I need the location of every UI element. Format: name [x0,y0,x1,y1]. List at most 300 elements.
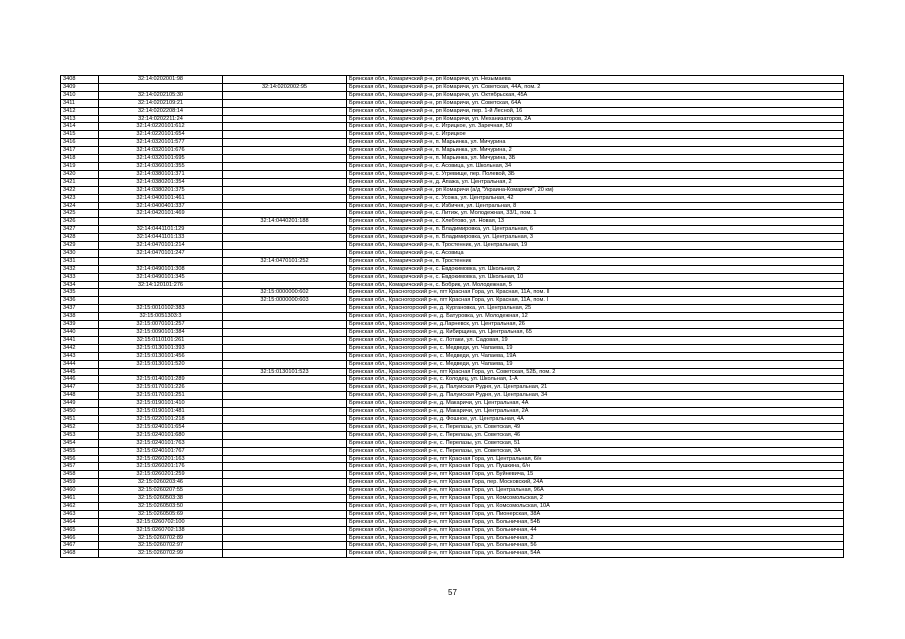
table-row [61,518,844,526]
cadastral-number-cell: 32:15:0190101:481 [99,408,223,416]
address-cell: Брянская обл., Красногорский р-н, пгт Красная Гора, ул. Буйневича, 15 [347,471,844,479]
cadastral-number-secondary-cell [223,329,347,337]
address-cell: Брянская обл., Комаричский р-н, с. Бобрик, ул. Молодежная, 5 [347,281,844,289]
address-cell: Брянская обл., Комаричский р-н, с. Угревище, пер. Полевой, 3Б [347,170,844,178]
cadastral-number-secondary-cell [223,344,347,352]
table-row [61,431,844,439]
row-number-cell: 3425 [61,210,99,218]
address-cell: Брянская обл., Красногорский р-н, пгт Красная Гора, пер. Московский, 24А [347,479,844,487]
row-number-cell: 3426 [61,218,99,226]
cadastral-number-secondary-cell: 32:15:0000000:602 [223,289,347,297]
cadastral-number-secondary-cell [223,305,347,313]
address-cell: Брянская обл., Красногорский р-н, пгт Красная Гора, ул. Больничная, 56 [347,542,844,550]
row-number-cell: 3446 [61,376,99,384]
row-number-cell: 3439 [61,321,99,329]
address-cell: Брянская обл., Комаричский р-н, рп Комаричи, ул. Советская, 44А, пом. 2 [347,83,844,91]
cadastral-number-cell: 32:15:0130101:393 [99,344,223,352]
cadastral-table [60,75,844,558]
cadastral-number-secondary-cell [223,502,347,510]
cadastral-number-cell: 32:14:0380101:371 [99,170,223,178]
table-row [61,218,844,226]
cadastral-number-secondary-cell [223,115,347,123]
cadastral-number-cell: 32:15:0140101:289 [99,376,223,384]
row-number-cell: 3422 [61,186,99,194]
cadastral-number-cell [99,218,223,226]
cadastral-number-secondary-cell: 32:14:0470101:252 [223,257,347,265]
cadastral-number-cell: 32:14:0320101:695 [99,155,223,163]
cadastral-number-secondary-cell [223,249,347,257]
cadastral-number-secondary-cell [223,495,347,503]
cadastral-number-cell: 32:15:0260503:38 [99,495,223,503]
cadastral-number-secondary-cell [223,439,347,447]
cadastral-number-secondary-cell [223,178,347,186]
row-number-cell: 3442 [61,344,99,352]
cadastral-number-cell: 32:15:0010102:383 [99,305,223,313]
table-row [61,423,844,431]
address-cell: Брянская обл., Красногорский р-н, с. Перелазы, ул. Советская, 3А [347,447,844,455]
address-cell: Брянская обл., Комаричский р-н, с. Усожа, ул. Центральная, 42 [347,194,844,202]
row-number-cell: 3452 [61,423,99,431]
cadastral-number-cell: 32:14:0441101:133 [99,234,223,242]
address-cell: Брянская обл., Красногорский р-н, д.Ларневск, ул. Центральная, 26 [347,321,844,329]
cadastral-number-secondary-cell [223,242,347,250]
row-number-cell: 3464 [61,518,99,526]
table-row [61,115,844,123]
table-row [61,542,844,550]
row-number-cell: 3423 [61,194,99,202]
cadastral-number-cell: 32:14:0202105:30 [99,91,223,99]
row-number-cell: 3438 [61,313,99,321]
row-number-cell: 3453 [61,431,99,439]
cadastral-number-cell: 32:15:0260702:99 [99,550,223,558]
address-cell: Брянская обл., Красногорский р-н, с. Медведи, ул. Чапаева, 19А [347,352,844,360]
address-cell: Брянская обл., Комаричский р-н, с. Избичня, ул. Центральная, 8 [347,202,844,210]
row-number-cell: 3418 [61,155,99,163]
address-cell: Брянская обл., Комаричский р-н, д. Апажа, ул. Центральная, 2 [347,178,844,186]
address-cell: Брянская обл., Красногорский р-н, д. Макаричи, ул. Центральная, 2А [347,408,844,416]
address-cell: Брянская обл., Комаричский р-н, п. Марьинка, ул. Мичурина, 3Б [347,155,844,163]
cadastral-number-cell: 32:15:0130101:456 [99,352,223,360]
cadastral-number-cell: 32:14:0202211:24 [99,115,223,123]
table-row [61,202,844,210]
cadastral-number-cell: 32:14:0202208:14 [99,107,223,115]
address-cell: Брянская обл., Красногорский р-н, пгт Красная Гора, ул. Красная, 11А, пом. I [347,297,844,305]
address-cell: Брянская обл., Красногорский р-н, пгт Красная Гора, ул. Пушкина, 6/н [347,463,844,471]
table-row [61,76,844,84]
address-cell: Брянская обл., Красногорский р-н, пгт Красная Гора, ул. Комсомольская, 10А [347,502,844,510]
row-number-cell: 3434 [61,281,99,289]
row-number-cell: 3435 [61,289,99,297]
cadastral-number-cell: 32:14:0400101:461 [99,194,223,202]
page-number: 57 [448,588,457,597]
cadastral-number-cell: 32:14:120101:276 [99,281,223,289]
cadastral-number-secondary-cell [223,550,347,558]
cadastral-number-cell: 32:15:0170101:251 [99,392,223,400]
cadastral-number-secondary-cell [223,447,347,455]
cadastral-number-secondary-cell [223,360,347,368]
address-cell: Брянская обл., Комаричский р-н, п. Владимировка, ул. Центральная, 6 [347,226,844,234]
cadastral-number-cell: 32:14:0470101:247 [99,249,223,257]
table-row [61,495,844,503]
row-number-cell: 3436 [61,297,99,305]
address-cell: Брянская обл., Красногорский р-н, пгт Красная Гора, ул. Центральная, 6/н [347,455,844,463]
table-row [61,360,844,368]
address-cell: Брянская обл., Красногорский р-н, с. Колодец, ул. Школьная, 1-А [347,376,844,384]
row-number-cell: 3427 [61,226,99,234]
table-row [61,265,844,273]
cadastral-number-secondary-cell [223,91,347,99]
address-cell: Брянская обл., Красногорский р-н, д. Палуиская Рудня, ул. Центральная, 21 [347,384,844,392]
cadastral-number-cell: 32:14:0380201:375 [99,186,223,194]
row-number-cell: 3448 [61,392,99,400]
address-cell: Брянская обл., Комаричский р-н, рп Комаричи, ул. Механизаторов, 2А [347,115,844,123]
address-cell: Брянская обл., Красногорский р-н, д. Кибирщина, ул. Центральная, 65 [347,329,844,337]
cadastral-number-secondary-cell [223,463,347,471]
cadastral-number-cell: 32:14:0202001:98 [99,76,223,84]
address-cell: Брянская обл., Комаричский р-н, с. Евдокимовка, ул. Школьная, 10 [347,273,844,281]
row-number-cell: 3466 [61,534,99,542]
cadastral-number-cell: 32:15:0220101:218 [99,415,223,423]
table-row [61,400,844,408]
cadastral-number-secondary-cell [223,131,347,139]
address-cell: Брянская обл., Комаричский р-н, п. Владимировка, ул. Центральная, 3 [347,234,844,242]
address-cell: Брянская обл., Красногорский р-н, д. Фошное, ул. Центральная, 4А [347,415,844,423]
cadastral-number-cell: 32:14:0320101:676 [99,147,223,155]
table-row [61,281,844,289]
cadastral-number-secondary-cell [223,471,347,479]
address-cell: Брянская обл., Красногорский р-н, пгт Красная Гора, ул. Советская, 52Б, пом. 2 [347,368,844,376]
table-row [61,305,844,313]
cadastral-number-secondary-cell [223,384,347,392]
cadastral-number-cell: 32:15:0260702:100 [99,518,223,526]
cadastral-number-secondary-cell [223,431,347,439]
table-row [61,534,844,542]
table-row [61,463,844,471]
address-cell: Брянская обл., Красногорский р-н, с. Перелазы, ул. Советская, 49 [347,423,844,431]
cadastral-number-cell [99,289,223,297]
row-number-cell: 3437 [61,305,99,313]
address-cell: Брянская обл., Красногорский р-н, пгт Красная Гора, ул. Центральная, 96А [347,487,844,495]
cadastral-number-cell: 32:14:0220101:612 [99,123,223,131]
cadastral-number-secondary-cell: 32:14:0202002:95 [223,83,347,91]
row-number-cell: 3421 [61,178,99,186]
table-row [61,376,844,384]
row-number-cell: 3443 [61,352,99,360]
cadastral-number-secondary-cell [223,534,347,542]
row-number-cell: 3450 [61,408,99,416]
table-row [61,170,844,178]
cadastral-number-cell: 32:15:0110101:261 [99,336,223,344]
table-row [61,502,844,510]
table-row [61,344,844,352]
row-number-cell: 3410 [61,91,99,99]
row-number-cell: 3461 [61,495,99,503]
row-number-cell: 3447 [61,384,99,392]
table-row [61,147,844,155]
cadastral-number-secondary-cell [223,107,347,115]
table-row [61,455,844,463]
table-row [61,242,844,250]
row-number-cell: 3419 [61,162,99,170]
table-row [61,249,844,257]
address-cell: Брянская обл., Комаричский р-н, п. Тростенник [347,257,844,265]
row-number-cell: 3417 [61,147,99,155]
table-row [61,321,844,329]
cadastral-number-secondary-cell [223,352,347,360]
address-cell: Брянская обл., Красногорский р-н, с. Медведи, ул. Чапаева, 19 [347,344,844,352]
cadastral-number-cell: 32:14:0470101:214 [99,242,223,250]
cadastral-number-secondary-cell [223,400,347,408]
cadastral-number-cell: 32:15:0190101:410 [99,400,223,408]
table-row [61,384,844,392]
address-cell: Брянская обл., Комаричский р-н, рп Комаричи (а/д "Украина-Комаричи", 20 км) [347,186,844,194]
row-number-cell: 3411 [61,99,99,107]
cadastral-number-cell: 32:14:0220101:654 [99,131,223,139]
row-number-cell: 3454 [61,439,99,447]
cadastral-number-secondary-cell [223,510,347,518]
cadastral-number-secondary-cell [223,194,347,202]
table-row [61,289,844,297]
cadastral-number-secondary-cell [223,162,347,170]
cadastral-number-cell: 32:15:0130101:520 [99,360,223,368]
cadastral-number-cell [99,297,223,305]
row-number-cell: 3458 [61,471,99,479]
cadastral-number-cell: 32:15:0240101:654 [99,423,223,431]
address-cell: Брянская обл., Красногорский р-н, с. Перелазы, ул. Советская, 46 [347,431,844,439]
row-number-cell: 3430 [61,249,99,257]
table-row [61,510,844,518]
table-row [61,392,844,400]
table-row [61,162,844,170]
cadastral-number-secondary-cell [223,234,347,242]
table-row [61,210,844,218]
address-cell: Брянская обл., Красногорский р-н, пгт Красная Гора, ул. Пионерская, 38А [347,510,844,518]
table-row [61,487,844,495]
row-number-cell: 3433 [61,273,99,281]
cadastral-number-cell: 32:15:0240101:767 [99,447,223,455]
row-number-cell: 3420 [61,170,99,178]
cadastral-number-cell: 32:15:0260702:89 [99,534,223,542]
row-number-cell: 3460 [61,487,99,495]
row-number-cell: 3416 [61,139,99,147]
cadastral-number-secondary-cell [223,170,347,178]
cadastral-number-cell: 32:14:0400401:337 [99,202,223,210]
row-number-cell: 3459 [61,479,99,487]
address-cell: Брянская обл., Комаричский р-н, рп Комаричи, ул. Октябрьская, 45А [347,91,844,99]
row-number-cell: 3451 [61,415,99,423]
row-number-cell: 3413 [61,115,99,123]
row-number-cell: 3463 [61,510,99,518]
table-row [61,139,844,147]
table-row [61,99,844,107]
cadastral-number-cell: 32:15:0260203:46 [99,479,223,487]
cadastral-number-secondary-cell [223,202,347,210]
address-cell: Брянская обл., Комаричский р-н, п. Тростенник, ул. Центральная, 19 [347,242,844,250]
address-cell: Брянская обл., Комаричский р-н, с. Евдокимовка, ул. Школьная, 2 [347,265,844,273]
address-cell: Брянская обл., Красногорский р-н, пгт Красная Гора, ул. Больничная, 44 [347,526,844,534]
cadastral-number-cell [99,368,223,376]
cadastral-number-cell: 32:15:0240101:680 [99,431,223,439]
cadastral-number-secondary-cell [223,526,347,534]
address-cell: Брянская обл., Комаричский р-н, рп Комаричи, ул. Незымаева [347,76,844,84]
cadastral-number-secondary-cell [223,281,347,289]
address-cell: Брянская обл., Красногорский р-н, д. Палуиская Рудня, ул. Центральная, 34 [347,392,844,400]
cadastral-number-secondary-cell [223,392,347,400]
table-body [61,76,844,558]
table-row [61,297,844,305]
address-cell: Брянская обл., Красногорский р-н, пгт Красная Гора, ул. Больничная, 54Б [347,518,844,526]
table-row [61,226,844,234]
cadastral-number-cell: 32:14:0320101:577 [99,139,223,147]
table-row [61,234,844,242]
row-number-cell: 3456 [61,455,99,463]
cadastral-number-secondary-cell [223,542,347,550]
row-number-cell: 3408 [61,76,99,84]
table-row [61,479,844,487]
cadastral-number-secondary-cell [223,147,347,155]
cadastral-number-cell: 32:14:0490101:308 [99,265,223,273]
row-number-cell: 3457 [61,463,99,471]
address-cell: Брянская обл., Красногорский р-н, с. Лотаки, ул. Садовая, 19 [347,336,844,344]
address-cell: Брянская обл., Комаричский р-н, п. Марьинка, ул. Мичурина [347,139,844,147]
table-row [61,194,844,202]
row-number-cell: 3432 [61,265,99,273]
cadastral-number-cell: 32:15:0260505:69 [99,510,223,518]
table-row [61,186,844,194]
cadastral-number-secondary-cell [223,487,347,495]
table-row [61,415,844,423]
address-cell: Брянская обл., Красногорский р-н, пгт Красная Гора, ул. Больничная, 54А [347,550,844,558]
row-number-cell: 3429 [61,242,99,250]
address-cell: Брянская обл., Комаричский р-н, рп Комаричи, ул. Советская, 64А [347,99,844,107]
cadastral-number-cell: 32:15:0051303:3 [99,313,223,321]
cadastral-number-secondary-cell [223,273,347,281]
cadastral-number-secondary-cell [223,210,347,218]
row-number-cell: 3431 [61,257,99,265]
cadastral-number-cell: 32:14:0360101:355 [99,162,223,170]
row-number-cell: 3467 [61,542,99,550]
address-cell: Брянская обл., Комаричский р-н, с. Игрицкое, ул. Заречная, 50 [347,123,844,131]
cadastral-number-secondary-cell [223,123,347,131]
cadastral-number-cell: 32:15:0260201:176 [99,463,223,471]
row-number-cell: 3455 [61,447,99,455]
cadastral-number-secondary-cell [223,76,347,84]
cadastral-number-secondary-cell [223,518,347,526]
cadastral-number-secondary-cell [223,99,347,107]
cadastral-number-secondary-cell [223,265,347,273]
cadastral-number-cell: 32:14:0441101:129 [99,226,223,234]
address-cell: Брянская обл., Красногорский р-н, пгт Красная Гора, ул. Комсомольская, 2 [347,495,844,503]
address-cell: Брянская обл., Комаричский р-н, рп Комаричи, пер. 1-й Лесной, 16 [347,107,844,115]
table-row [61,313,844,321]
cadastral-number-secondary-cell [223,423,347,431]
address-cell: Брянская обл., Красногорский р-н, д. Батуровка, ул. Молодежная, 12 [347,313,844,321]
cadastral-number-secondary-cell [223,408,347,416]
address-cell: Брянская обл., Комаричский р-н, с. Игрицкое [347,131,844,139]
table-row [61,91,844,99]
row-number-cell: 3462 [61,502,99,510]
table-row [61,368,844,376]
row-number-cell: 3441 [61,336,99,344]
table-row [61,550,844,558]
address-cell: Брянская обл., Комаричский р-н, с. Литиж, ул. Молодежная, 33/1, пом. 1 [347,210,844,218]
table-row [61,408,844,416]
address-cell: Брянская обл., Комаричский р-н, с. Хлебтово, ул. Новая, 13 [347,218,844,226]
table-row [61,257,844,265]
table-row [61,131,844,139]
row-number-cell: 3468 [61,550,99,558]
cadastral-number-cell: 32:15:0090101:384 [99,329,223,337]
address-cell: Брянская обл., Комаричский р-н, с. Асовица [347,249,844,257]
cadastral-number-secondary-cell [223,226,347,234]
cadastral-number-cell: 32:14:0420101:469 [99,210,223,218]
table-row [61,155,844,163]
table-row [61,526,844,534]
row-number-cell: 3440 [61,329,99,337]
address-cell: Брянская обл., Комаричский р-н, с. Асовица, ул. Школьная, 34 [347,162,844,170]
cadastral-number-secondary-cell [223,139,347,147]
row-number-cell: 3415 [61,131,99,139]
cadastral-number-secondary-cell [223,376,347,384]
cadastral-number-cell: 32:15:0260702:138 [99,526,223,534]
row-number-cell: 3409 [61,83,99,91]
table-row [61,123,844,131]
cadastral-number-cell: 32:15:0260702:97 [99,542,223,550]
cadastral-number-cell: 32:15:0260201:163 [99,455,223,463]
cadastral-number-secondary-cell [223,336,347,344]
table-row [61,273,844,281]
cadastral-number-secondary-cell: 32:14:0440201:188 [223,218,347,226]
cadastral-number-cell: 32:14:0380201:354 [99,178,223,186]
table-row [61,352,844,360]
row-number-cell: 3424 [61,202,99,210]
table-row [61,471,844,479]
cadastral-number-cell: 32:15:0260503:50 [99,502,223,510]
row-number-cell: 3428 [61,234,99,242]
row-number-cell: 3445 [61,368,99,376]
cadastral-number-cell: 32:15:0170101:226 [99,384,223,392]
table-row [61,439,844,447]
address-cell: Брянская обл., Красногорский р-н, пгт Красная Гора, ул. Красная, 11А, пом. II [347,289,844,297]
cadastral-number-secondary-cell: 32:15:0130101:523 [223,368,347,376]
cadastral-number-secondary-cell [223,313,347,321]
cadastral-number-cell: 32:14:0202109:21 [99,99,223,107]
cadastral-number-cell [99,257,223,265]
cadastral-number-secondary-cell [223,455,347,463]
cadastral-number-cell: 32:15:0260201:259 [99,471,223,479]
cadastral-number-cell: 32:14:0490101:345 [99,273,223,281]
row-number-cell: 3412 [61,107,99,115]
table-row [61,107,844,115]
cadastral-number-cell: 32:15:0240101:763 [99,439,223,447]
cadastral-number-secondary-cell [223,155,347,163]
table-row [61,329,844,337]
address-cell: Брянская обл., Красногорский р-н, с. Перелазы, ул. Советская, 51 [347,439,844,447]
address-cell: Брянская обл., Красногорский р-н, д. Кургановка, ул. Центральная, 25 [347,305,844,313]
row-number-cell: 3414 [61,123,99,131]
cadastral-number-cell: 32:15:0070101:257 [99,321,223,329]
cadastral-number-secondary-cell [223,186,347,194]
table-row [61,83,844,91]
table-row [61,336,844,344]
address-cell: Брянская обл., Красногорский р-н, д. Макаричи, ул. Центральная, 4А [347,400,844,408]
cadastral-number-secondary-cell: 32:15:0000000:603 [223,297,347,305]
table-row [61,447,844,455]
cadastral-number-secondary-cell [223,479,347,487]
row-number-cell: 3444 [61,360,99,368]
cadastral-number-secondary-cell [223,415,347,423]
cadastral-number-secondary-cell [223,321,347,329]
